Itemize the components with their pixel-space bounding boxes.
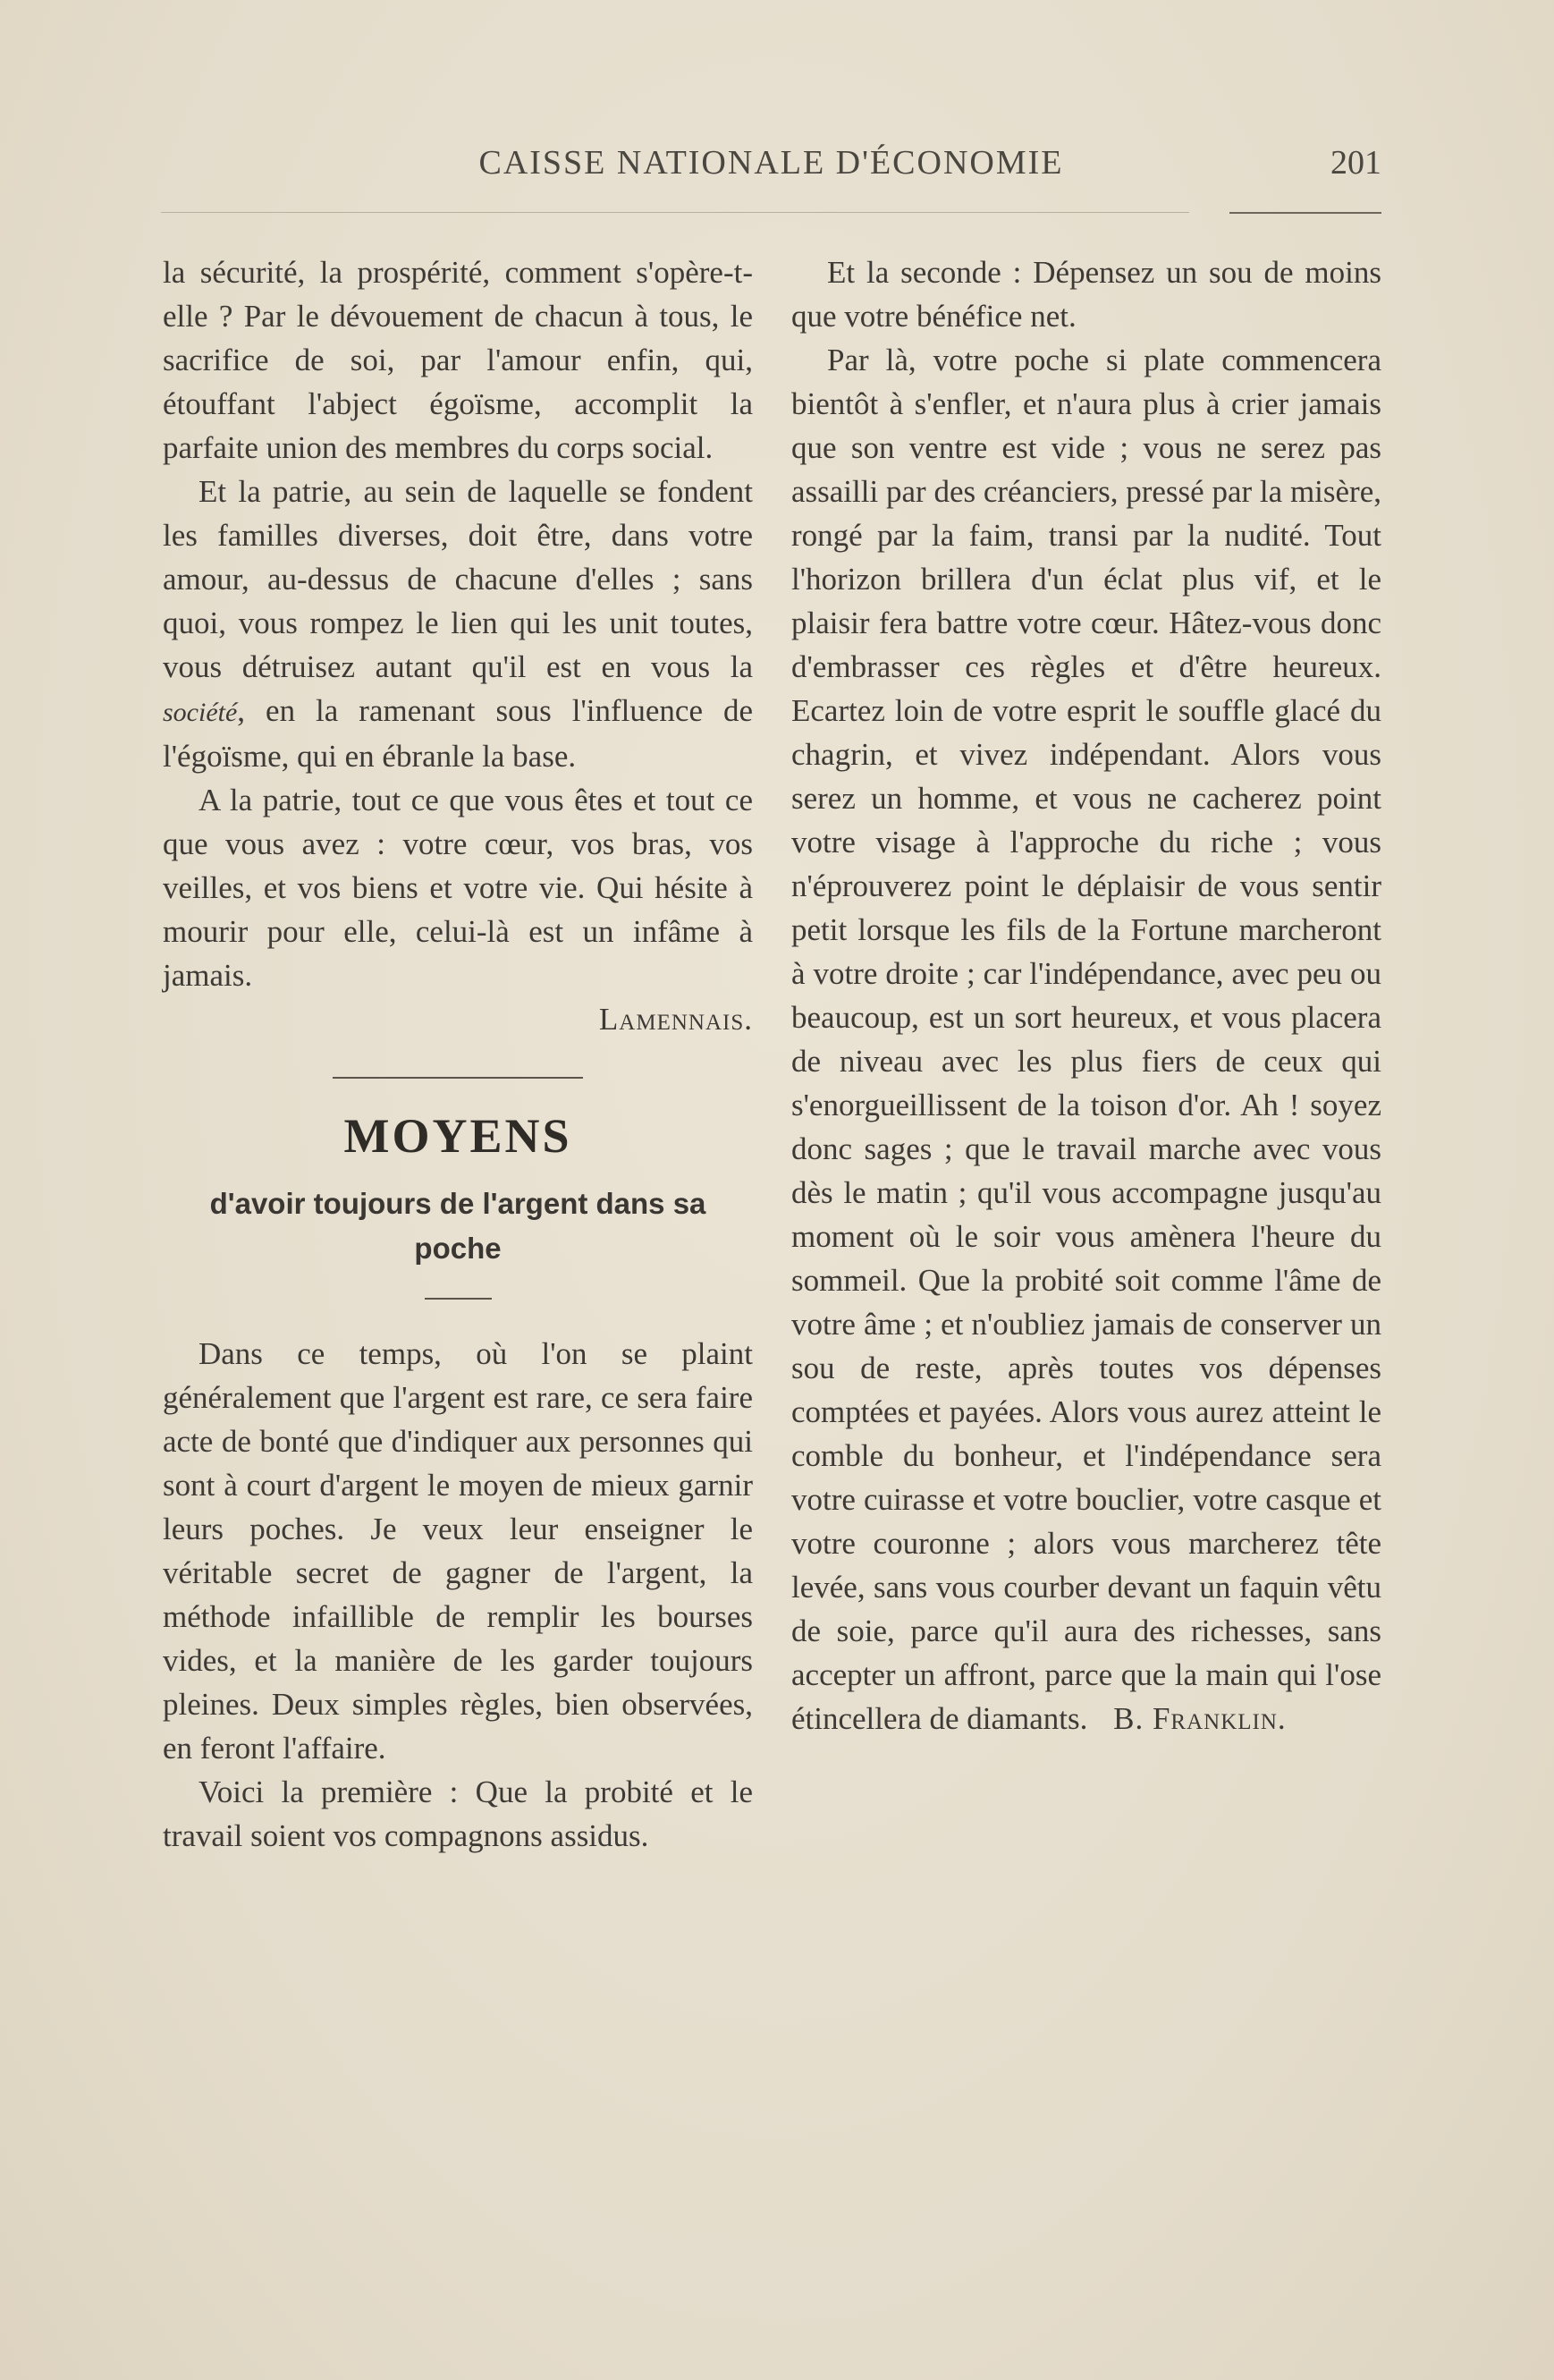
header-title: CAISSE NATIONALE D'ÉCONOMIE [478, 144, 1064, 182]
author-signature: Lamennais. [598, 1002, 753, 1037]
author-signature: B. Franklin. [1113, 1701, 1287, 1736]
running-header [161, 143, 1381, 197]
header-rule [161, 212, 1189, 213]
paragraph: la sécurité, la prospérité, comment s'opère-t-elle ? Par le dévouement de chacun à tous, le sacrifice de soi, par l'amour enfin, qui, étouffant l'abject égoïsme, accomplit la parfaite union des membres du corps social. [163, 255, 753, 465]
text-run: Par là, votre poche si plate commencera bientôt à s'enfler, et n'aura plus à crier jamais que son ventre est vide ; vous ne serez pas assailli par des créanciers, pressé par la misère, rongé par la faim, transi par la nudité. Tout l'horizon brillera d'un éclat plus vif, et le plaisir fera battre votre cœur. Hâtez-vous donc d'embrasser ces règles et d'être heureux. Ecartez loin de votre esprit le souffle glacé du chagrin, et vivez indépendant. Alors vous serez un homme, et vous ne cacherez point votre visage à l'approche du riche ; vous n'éprouverez point le déplaisir de vous sentir petit lorsque les fils de la Fortune marcheront à votre droite ; car l'indépendance, avec peu ou beaucoup, est un sort heureux, et vous placera de niveau avec les plus fiers de ceux qui s'enorgueillissent de la toison d'or. Ah ! soyez donc sages ; que le travail marche avec vous dès le matin ; qu'il vous accompagne jusqu'au moment où le soir vous amènera l'heure du sommeil. Que la probité soit comme l'âme de votre âme ; et n'oubliez jamais de conserver un sou de reste, après toutes vos dépenses comptées et payées. Alors vous aurez atteint le comble du bonheur, et l'indépendance sera votre cuirasse et votre bouclier, votre casque et votre couronne ; alors vous marcherez tête levée, sans vous courber devant un faquin vêtu de soie, parce qu'il aura des richesses, sans accepter un affront, parce que la main qui l'ose étincellera de diamants. [791, 343, 1381, 1736]
paragraph: Voici la première : Que la probité et le travail soient vos compagnons assidus. [163, 1774, 753, 1853]
paragraph [791, 338, 1381, 1741]
text-run: Et la patrie, au sein de laquelle se fondent les familles diverses, doit être, dans votre amour, au-dessus de chacune d'elles ; sans quoi, vous rompez le lien qui les unit toutes, vous détruisez autant qu'il est en vous la [163, 474, 753, 684]
article-title: MOYENS [343, 1109, 572, 1163]
right-column [791, 250, 1381, 1741]
italic-word: société [163, 698, 238, 727]
paragraph: A la patrie, tout ce que vous êtes et tout ce que vous avez : votre cœur, vos bras, vos veilles, et vos biens et votre vie. Qui hésite à mourir pour elle, celui-là est un infâme à jamais. [163, 783, 753, 993]
article-subtitle: d'avoir toujours de l'argent dans sa poche [209, 1187, 706, 1265]
header-rule-accent [1229, 212, 1381, 214]
text-run: , en la ramenant sous l'influence de l'égoïsme, qui en ébranle la base. [163, 693, 753, 774]
left-column [163, 250, 753, 1858]
paragraph: Et la seconde : Dépensez un sou de moins que votre bénéfice net. [791, 255, 1381, 334]
title-rule [425, 1298, 492, 1300]
section-divider [333, 1077, 583, 1079]
paragraph: Dans ce temps, où l'on se plaint généralement que l'argent est rare, ce sera faire acte de bonté que d'indiquer aux personnes qui sont à court d'argent le moyen de mieux garnir leurs poches. Je veux leur enseigner le véritable secret de gagner de l'argent, la méthode infaillible de remplir les bourses vides, et la manière de les garder toujours pleines. Deux simples règles, bien observées, en feront l'affaire. [163, 1336, 753, 1766]
paragraph [163, 470, 753, 778]
page-number: 201 [1330, 144, 1381, 182]
